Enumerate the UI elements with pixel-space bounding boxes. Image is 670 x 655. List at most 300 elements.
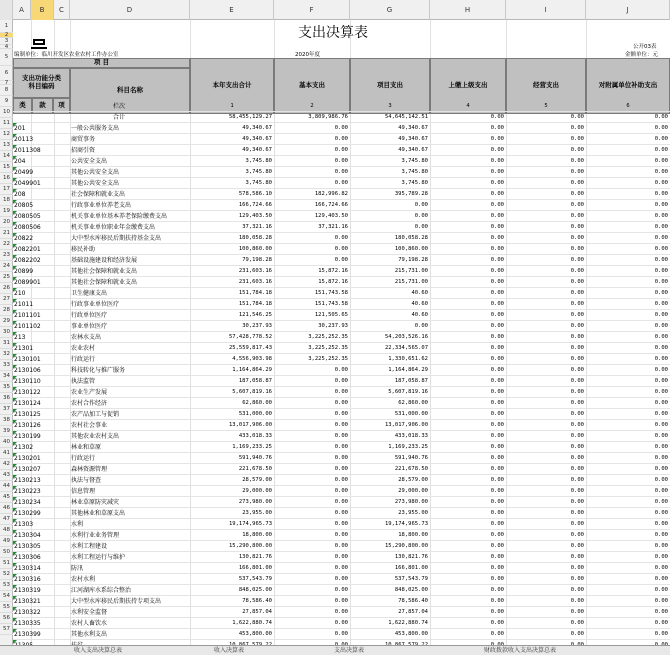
amount-cell-g: 28,579.00 bbox=[398, 477, 428, 483]
table-row[interactable] bbox=[13, 156, 670, 167]
amount-cell-j: 0.00 bbox=[654, 543, 668, 549]
amount-cell-j: 0.00 bbox=[654, 147, 668, 153]
amount-cell-j: 0.00 bbox=[654, 279, 668, 285]
select-all-corner[interactable] bbox=[0, 0, 13, 20]
row-header-26[interactable]: 26 bbox=[0, 283, 13, 294]
table-row[interactable] bbox=[13, 464, 670, 475]
amount-cell-f: 129,403.50 bbox=[314, 213, 348, 219]
table-row[interactable] bbox=[13, 321, 670, 332]
row-header-18[interactable]: 18 bbox=[0, 195, 13, 206]
row-header-14[interactable]: 14 bbox=[0, 151, 13, 162]
table-row[interactable] bbox=[13, 277, 670, 288]
subject-name: 其他水利支出 bbox=[71, 631, 108, 638]
row-header-37[interactable]: 37 bbox=[0, 404, 13, 415]
subject-code: 2080505 bbox=[14, 213, 41, 220]
subject-name: 水利工程运行与维护 bbox=[71, 554, 126, 561]
table-row[interactable] bbox=[13, 486, 670, 497]
amount-cell-i: 0.00 bbox=[570, 191, 584, 197]
table-row[interactable] bbox=[13, 530, 670, 541]
amount-cell-e: 15,290,800.00 bbox=[228, 543, 272, 549]
table-row[interactable] bbox=[13, 552, 670, 563]
table-row[interactable] bbox=[13, 420, 670, 431]
amount-cell-e: 37,321.16 bbox=[242, 224, 272, 230]
table-row[interactable] bbox=[13, 541, 670, 552]
table-row[interactable] bbox=[13, 365, 670, 376]
subject-code: 2130305 bbox=[14, 543, 41, 550]
amount-cell-j: 0.00 bbox=[654, 598, 668, 604]
amount-cell-h: 0.00 bbox=[490, 158, 504, 164]
table-row[interactable] bbox=[13, 200, 670, 211]
table-row[interactable] bbox=[13, 508, 670, 519]
row-header-24[interactable]: 24 bbox=[0, 261, 13, 272]
row-header-38[interactable]: 38 bbox=[0, 415, 13, 426]
header-item: 项 bbox=[53, 98, 70, 114]
table-row[interactable] bbox=[13, 629, 670, 640]
amount-cell-e: 27,857.04 bbox=[242, 609, 272, 615]
amount-cell-h: 0.00 bbox=[490, 631, 504, 637]
amount-cell-f: 0.00 bbox=[334, 466, 348, 472]
subject-name: 农业农村 bbox=[71, 345, 96, 352]
column-header-b[interactable]: B bbox=[31, 0, 54, 20]
total-g: 54,645,142.51 bbox=[384, 114, 428, 120]
amount-cell-f: 0.00 bbox=[334, 620, 348, 626]
amount-cell-g: 166,801.00 bbox=[394, 565, 428, 571]
amount-cell-h: 0.00 bbox=[490, 488, 504, 494]
column-header-c[interactable]: C bbox=[54, 0, 70, 20]
table-row[interactable] bbox=[13, 618, 670, 629]
header-subsidy-expense: 对附属单位补助支出 bbox=[586, 58, 670, 114]
column-header-i[interactable]: I bbox=[506, 0, 586, 20]
subject-name: 其他公共安全支出 bbox=[71, 169, 120, 176]
amount-cell-j: 0.00 bbox=[654, 356, 668, 362]
column-header-h[interactable]: H bbox=[430, 0, 506, 20]
amount-cell-g: 13,017,906.00 bbox=[384, 422, 428, 428]
row-header-34[interactable]: 34 bbox=[0, 371, 13, 382]
subject-code: 20822 bbox=[14, 235, 34, 242]
subject-code: 2101102 bbox=[14, 323, 41, 330]
amount-cell-h: 0.00 bbox=[490, 136, 504, 142]
table-row[interactable] bbox=[13, 563, 670, 574]
table-row[interactable] bbox=[13, 398, 670, 409]
amount-cell-i: 0.00 bbox=[570, 433, 584, 439]
subject-code: 20899 bbox=[14, 268, 34, 275]
amount-cell-i: 0.00 bbox=[570, 378, 584, 384]
amount-cell-f: 0.00 bbox=[334, 510, 348, 516]
row-header-30[interactable]: 30 bbox=[0, 327, 13, 338]
amount-cell-j: 0.00 bbox=[654, 202, 668, 208]
amount-cell-f: 0.00 bbox=[334, 378, 348, 384]
amount-cell-j: 0.00 bbox=[654, 345, 668, 351]
row-header-12[interactable]: 12 bbox=[0, 129, 13, 140]
table-row[interactable] bbox=[13, 167, 670, 178]
column-header-d[interactable]: D bbox=[70, 0, 190, 20]
table-row[interactable] bbox=[13, 519, 670, 530]
row-header-11[interactable]: 11 bbox=[0, 118, 13, 129]
amount-cell-i: 0.00 bbox=[570, 499, 584, 505]
subject-name: 移民补助 bbox=[71, 246, 96, 253]
amount-cell-h: 0.00 bbox=[490, 323, 504, 329]
subject-name: 商贸事务 bbox=[71, 136, 96, 143]
amount-cell-f: 0.00 bbox=[334, 400, 348, 406]
row-header-8[interactable]: 8 bbox=[0, 85, 13, 96]
amount-cell-e: 49,340.67 bbox=[242, 147, 272, 153]
row-header-35[interactable]: 35 bbox=[0, 382, 13, 393]
row-header-22[interactable]: 22 bbox=[0, 239, 13, 250]
column-header-e[interactable]: E bbox=[190, 0, 274, 20]
row-header-48[interactable]: 48 bbox=[0, 525, 13, 536]
amount-cell-i: 0.00 bbox=[570, 235, 584, 241]
amount-cell-e: 1,622,880.74 bbox=[232, 620, 272, 626]
amount-cell-i: 0.00 bbox=[570, 477, 584, 483]
row-header-4[interactable]: 4 bbox=[0, 45, 13, 49]
table-row[interactable] bbox=[13, 431, 670, 442]
amount-cell-h: 0.00 bbox=[490, 367, 504, 373]
amount-cell-g: 130,821.76 bbox=[394, 554, 428, 560]
amount-cell-e: 433,018.33 bbox=[238, 433, 272, 439]
amount-cell-g: 433,018.33 bbox=[394, 433, 428, 439]
row-header-52[interactable]: 52 bbox=[0, 569, 13, 580]
row-header-10[interactable]: 10 bbox=[0, 107, 13, 118]
amount-cell-f: 0.00 bbox=[334, 598, 348, 604]
form-number: 公开03表 bbox=[633, 44, 657, 50]
amount-cell-i: 0.00 bbox=[570, 576, 584, 582]
table-row[interactable] bbox=[13, 189, 670, 200]
subject-code: 2130126 bbox=[14, 422, 41, 429]
table-row[interactable] bbox=[13, 233, 670, 244]
amount-cell-g: 15,290,800.00 bbox=[384, 543, 428, 549]
amount-cell-i: 0.00 bbox=[570, 334, 584, 340]
subject-code: 2011308 bbox=[14, 147, 41, 154]
amount-cell-g: 100,860.00 bbox=[394, 246, 428, 252]
subject-name: 行政运行 bbox=[71, 455, 96, 462]
subject-code: 2089901 bbox=[14, 279, 41, 286]
table-row[interactable] bbox=[13, 409, 670, 420]
sheet-grid[interactable] bbox=[13, 20, 670, 652]
sheet-tab[interactable]: 财政拨款收入支出决算总表 bbox=[484, 647, 557, 654]
amount-cell-j: 0.00 bbox=[654, 466, 668, 472]
amount-cell-i: 0.00 bbox=[570, 631, 584, 637]
row-header-29[interactable]: 29 bbox=[0, 316, 13, 327]
row-header-40[interactable]: 40 bbox=[0, 437, 13, 448]
amount-cell-j: 0.00 bbox=[654, 290, 668, 296]
amount-cell-j: 0.00 bbox=[654, 499, 668, 505]
subject-name: 招商引资 bbox=[71, 147, 96, 154]
table-row[interactable] bbox=[13, 596, 670, 607]
sheet-tab[interactable]: 收入决算表 bbox=[214, 647, 245, 654]
row-header-55[interactable]: 55 bbox=[0, 602, 13, 613]
amount-cell-h: 0.00 bbox=[490, 290, 504, 296]
amount-cell-h: 0.00 bbox=[490, 224, 504, 230]
amount-cell-f: 0.00 bbox=[334, 422, 348, 428]
amount-cell-e: 57,428,778.52 bbox=[228, 334, 272, 340]
amount-cell-g: 3,745.80 bbox=[401, 180, 428, 186]
row-header-2[interactable]: 2 bbox=[0, 33, 13, 38]
table-row[interactable] bbox=[13, 387, 670, 398]
row-header-15[interactable]: 15 bbox=[0, 162, 13, 173]
row-header-33[interactable]: 33 bbox=[0, 360, 13, 371]
amount-cell-f: 3,225,252.35 bbox=[308, 334, 348, 340]
subject-code: 2130321 bbox=[14, 598, 41, 605]
row-header-20[interactable]: 20 bbox=[0, 217, 13, 228]
subject-code: 2130106 bbox=[14, 367, 41, 374]
row-header-9[interactable]: 9 bbox=[0, 96, 13, 107]
amount-cell-h: 0.00 bbox=[490, 554, 504, 560]
amount-cell-f: 0.00 bbox=[334, 147, 348, 153]
subject-code: 2082202 bbox=[14, 257, 41, 264]
amount-cell-e: 151,784.18 bbox=[238, 290, 272, 296]
row-header-36[interactable]: 36 bbox=[0, 393, 13, 404]
amount-cell-j: 0.00 bbox=[654, 554, 668, 560]
table-row[interactable] bbox=[13, 585, 670, 596]
header-total-expense: 本年支出合计 bbox=[190, 58, 274, 114]
subject-code: 2130124 bbox=[14, 400, 41, 407]
row-header-57[interactable]: 57 bbox=[0, 624, 13, 635]
total-j: 0.00 bbox=[654, 114, 668, 120]
amount-cell-h: 0.00 bbox=[490, 180, 504, 186]
row-header-1[interactable]: 1 bbox=[0, 20, 13, 33]
table-row[interactable] bbox=[13, 574, 670, 585]
subject-name: 行政运行 bbox=[71, 356, 96, 363]
table-row[interactable] bbox=[13, 299, 670, 310]
amount-cell-f: 151,743.58 bbox=[314, 301, 348, 307]
table-row[interactable] bbox=[13, 376, 670, 387]
row-header-7[interactable]: 7 bbox=[0, 81, 13, 85]
column-header-j[interactable]: J bbox=[586, 0, 670, 20]
amount-cell-i: 0.00 bbox=[570, 521, 584, 527]
amount-cell-h: 0.00 bbox=[490, 543, 504, 549]
subject-code: 2130299 bbox=[14, 510, 41, 517]
amount-cell-g: 40.60 bbox=[411, 301, 428, 307]
row-header-28[interactable]: 28 bbox=[0, 305, 13, 316]
amount-cell-j: 0.00 bbox=[654, 235, 668, 241]
amount-cell-j: 0.00 bbox=[654, 565, 668, 571]
row-header-46[interactable]: 46 bbox=[0, 503, 13, 514]
row-header-25[interactable]: 25 bbox=[0, 272, 13, 283]
amount-cell-f: 0.00 bbox=[334, 554, 348, 560]
amount-cell-i: 0.00 bbox=[570, 301, 584, 307]
amount-cell-i: 0.00 bbox=[570, 312, 584, 318]
amount-cell-i: 0.00 bbox=[570, 125, 584, 131]
amount-cell-h: 0.00 bbox=[490, 433, 504, 439]
row-header-21[interactable]: 21 bbox=[0, 228, 13, 239]
amount-cell-i: 0.00 bbox=[570, 532, 584, 538]
table-row[interactable] bbox=[13, 255, 670, 266]
subject-code: 2130306 bbox=[14, 554, 41, 561]
subject-code: 2130122 bbox=[14, 389, 41, 396]
sheet-tab-bar bbox=[0, 645, 670, 655]
table-row[interactable] bbox=[13, 145, 670, 156]
row-header-27[interactable]: 27 bbox=[0, 294, 13, 305]
table-row[interactable] bbox=[13, 332, 670, 343]
amount-cell-h: 0.00 bbox=[490, 246, 504, 252]
subject-code: 201 bbox=[14, 125, 26, 132]
row-header-54[interactable]: 54 bbox=[0, 591, 13, 602]
row-header-3[interactable]: 3 bbox=[0, 38, 13, 45]
amount-cell-h: 0.00 bbox=[490, 345, 504, 351]
amount-cell-g: 22,334,565.07 bbox=[384, 345, 428, 351]
amount-cell-i: 0.00 bbox=[570, 609, 584, 615]
amount-cell-h: 0.00 bbox=[490, 356, 504, 362]
table-row[interactable] bbox=[13, 442, 670, 453]
row-header-6[interactable]: 6 bbox=[0, 66, 13, 81]
subject-name: 信息管理 bbox=[71, 488, 96, 495]
amount-cell-h: 0.00 bbox=[490, 312, 504, 318]
total-row[interactable] bbox=[13, 112, 670, 123]
subject-code: 2130335 bbox=[14, 620, 41, 627]
amount-cell-e: 151,784.18 bbox=[238, 301, 272, 307]
table-row[interactable] bbox=[13, 222, 670, 233]
row-header-44[interactable]: 44 bbox=[0, 481, 13, 492]
subject-name: 大中型水库移民后期扶持基金支出 bbox=[71, 235, 162, 242]
subject-name: 水利行业业务管理 bbox=[71, 532, 120, 539]
amount-cell-i: 0.00 bbox=[570, 136, 584, 142]
table-row[interactable] bbox=[13, 453, 670, 464]
amount-cell-h: 0.00 bbox=[490, 620, 504, 626]
row-header-39[interactable]: 39 bbox=[0, 426, 13, 437]
subject-code: 204 bbox=[14, 158, 26, 165]
row-header-56[interactable]: 56 bbox=[0, 613, 13, 624]
amount-cell-i: 0.00 bbox=[570, 400, 584, 406]
amount-cell-j: 0.00 bbox=[654, 488, 668, 494]
table-row[interactable] bbox=[13, 178, 670, 189]
row-header-51[interactable]: 51 bbox=[0, 558, 13, 569]
table-row[interactable] bbox=[13, 288, 670, 299]
subject-code: 2130399 bbox=[14, 631, 41, 638]
amount-cell-g: 1,164,864.29 bbox=[388, 367, 428, 373]
amount-cell-e: 5,607,819.16 bbox=[232, 389, 272, 395]
amount-cell-j: 0.00 bbox=[654, 323, 668, 329]
subject-name: 其他农业农村支出 bbox=[71, 433, 120, 440]
table-row[interactable] bbox=[13, 211, 670, 222]
row-header-43[interactable]: 43 bbox=[0, 470, 13, 481]
subject-code: 2130319 bbox=[14, 587, 41, 594]
column-header-g[interactable]: G bbox=[350, 0, 430, 20]
table-row[interactable] bbox=[13, 497, 670, 508]
amount-cell-i: 0.00 bbox=[570, 444, 584, 450]
amount-cell-f: 0.00 bbox=[334, 169, 348, 175]
amount-cell-h: 0.00 bbox=[490, 422, 504, 428]
amount-cell-h: 0.00 bbox=[490, 202, 504, 208]
sheet-tab[interactable]: 支出决算表 bbox=[334, 647, 365, 654]
row-header-42[interactable]: 42 bbox=[0, 459, 13, 470]
amount-cell-e: 1,169,233.25 bbox=[232, 444, 272, 450]
row-header-41[interactable]: 41 bbox=[0, 448, 13, 459]
amount-cell-f: 182,996.82 bbox=[314, 191, 348, 197]
amount-cell-h: 0.00 bbox=[490, 587, 504, 593]
table-row[interactable] bbox=[13, 343, 670, 354]
subject-code: 208 bbox=[14, 191, 26, 198]
seq-row[interactable] bbox=[13, 101, 670, 112]
total-e: 58,455,129.27 bbox=[228, 114, 272, 120]
row-header-53[interactable]: 53 bbox=[0, 580, 13, 591]
amount-cell-g: 19,174,965.73 bbox=[384, 521, 428, 527]
table-row[interactable] bbox=[13, 475, 670, 486]
table-row[interactable] bbox=[13, 607, 670, 618]
amount-cell-h: 0.00 bbox=[490, 455, 504, 461]
amount-cell-e: 3,745.80 bbox=[245, 158, 272, 164]
amount-cell-g: 62,860.00 bbox=[398, 400, 428, 406]
amount-cell-i: 0.00 bbox=[570, 268, 584, 274]
column-header-a[interactable]: A bbox=[13, 0, 31, 20]
amount-cell-h: 0.00 bbox=[490, 378, 504, 384]
amount-cell-g: 3,745.80 bbox=[401, 169, 428, 175]
row-header-5[interactable]: 5 bbox=[0, 49, 13, 66]
amount-cell-h: 0.00 bbox=[490, 598, 504, 604]
subject-name: 江河湖库水系综合整治 bbox=[71, 587, 132, 594]
sheet-tab[interactable]: 收入支出决算总表 bbox=[74, 647, 123, 654]
amount-cell-e: 453,800.00 bbox=[238, 631, 272, 637]
amount-cell-e: 130,821.76 bbox=[238, 554, 272, 560]
subject-name: 水利 bbox=[71, 521, 84, 528]
subject-name: 其他社会保障和就业支出 bbox=[71, 268, 138, 275]
subject-code: 2080506 bbox=[14, 224, 41, 231]
amount-cell-e: 79,198.28 bbox=[242, 257, 272, 263]
amount-cell-f: 0.00 bbox=[334, 576, 348, 582]
subject-name: 行政单位医疗 bbox=[71, 312, 108, 319]
row-header-13[interactable]: 13 bbox=[0, 140, 13, 151]
table-row[interactable] bbox=[13, 310, 670, 321]
amount-cell-e: 3,745.80 bbox=[245, 180, 272, 186]
row-header-50[interactable]: 50 bbox=[0, 547, 13, 558]
table-row[interactable] bbox=[13, 244, 670, 255]
row-header-47[interactable]: 47 bbox=[0, 514, 13, 525]
amount-cell-f: 0.00 bbox=[334, 246, 348, 252]
amount-cell-e: 221,678.50 bbox=[238, 466, 272, 472]
subject-name: 其他林业和草原支出 bbox=[71, 510, 126, 517]
subject-name: 基础设施建设和经济发展 bbox=[71, 257, 138, 264]
amount-cell-h: 0.00 bbox=[490, 389, 504, 395]
subject-name: 行政事业单位医疗 bbox=[71, 301, 120, 308]
subject-name: 农林水支出 bbox=[71, 334, 102, 341]
amount-cell-f: 0.00 bbox=[334, 455, 348, 461]
subject-name: 社会保障和就业支出 bbox=[71, 191, 126, 198]
row-header-16[interactable]: 16 bbox=[0, 173, 13, 184]
column-header-f[interactable]: F bbox=[274, 0, 350, 20]
amount-cell-j: 0.00 bbox=[654, 411, 668, 417]
row-header-49[interactable]: 49 bbox=[0, 536, 13, 547]
row-header-31[interactable]: 31 bbox=[0, 338, 13, 349]
amount-cell-h: 0.00 bbox=[490, 565, 504, 571]
amount-cell-f: 15,872.16 bbox=[318, 279, 348, 285]
subject-name: 林业草原防灾减灾 bbox=[71, 499, 120, 506]
amount-cell-f: 151,743.58 bbox=[314, 290, 348, 296]
row-header-45[interactable]: 45 bbox=[0, 492, 13, 503]
table-row[interactable] bbox=[13, 123, 670, 134]
subject-code: 213 bbox=[14, 334, 26, 341]
row-header-17[interactable]: 17 bbox=[0, 184, 13, 195]
amount-cell-h: 0.00 bbox=[490, 444, 504, 450]
table-row[interactable] bbox=[13, 266, 670, 277]
header-subject-name: 科目名称 bbox=[70, 68, 190, 114]
row-header-32[interactable]: 32 bbox=[0, 349, 13, 360]
subject-code: 2082201 bbox=[14, 246, 41, 253]
row-header-strip bbox=[0, 20, 13, 652]
amount-cell-e: 231,603.16 bbox=[238, 268, 272, 274]
seq-f: 2 bbox=[310, 103, 314, 109]
amount-cell-j: 0.00 bbox=[654, 455, 668, 461]
amount-cell-j: 0.00 bbox=[654, 180, 668, 186]
table-row[interactable] bbox=[13, 354, 670, 365]
amount-cell-g: 848,025.00 bbox=[394, 587, 428, 593]
header-project-expense: 项目支出 bbox=[350, 58, 430, 114]
amount-cell-f: 15,872.16 bbox=[318, 268, 348, 274]
amount-cell-e: 49,340.67 bbox=[242, 136, 272, 142]
table-row[interactable] bbox=[13, 134, 670, 145]
row-header-19[interactable]: 19 bbox=[0, 206, 13, 217]
amount-cell-h: 0.00 bbox=[490, 400, 504, 406]
seq-h: 4 bbox=[466, 103, 470, 109]
row-header-23[interactable]: 23 bbox=[0, 250, 13, 261]
